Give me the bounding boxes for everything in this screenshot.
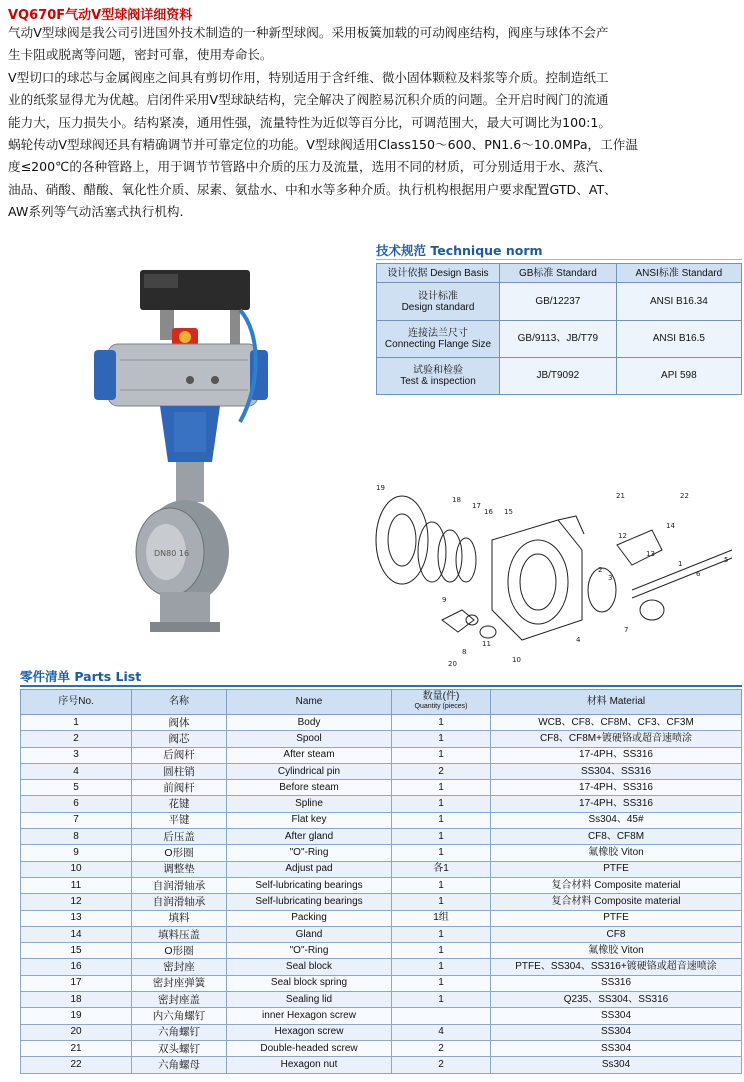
- table-row: 11 自润滑轴承 Self-lubricating bearings 1 复合材料 Composite material: [21, 877, 742, 893]
- table-row: 15 O形圈 "O"-Ring 1 氟橡胶 Viton: [21, 943, 742, 959]
- technique-row-label: 连接法兰尺寸 Connecting Flange Size: [377, 320, 500, 357]
- callout-label: 11: [482, 640, 491, 648]
- intro-line: 能力大，压力损失小。结构紧凑，通用性强，流量特性为近似等百分比，可调范围大，最大可调比为100:1。: [8, 114, 612, 130]
- technique-ansi: ANSI B16.34: [616, 283, 741, 320]
- table-row: 4 圆柱销 Cylindrical pin 2 SS304、SS316: [21, 763, 742, 779]
- technique-ansi: ANSI B16.5: [616, 320, 741, 357]
- page-title: VQ670F气动V型球阀详细资料: [8, 8, 193, 23]
- col-header-qty: 数量(件) Quantity (pieces): [392, 690, 491, 715]
- intro-line: 蜗轮传动V型球阀还具有精确调节并可靠定位的功能。V型球阀适用Class150～600、PN1.6～10.0MPa，工作温: [8, 137, 638, 153]
- table-row: 17 密封座弹簧 Seal block spring 1 SS316: [21, 975, 742, 991]
- parts-table-body: [21, 715, 742, 1074]
- technique-row-label: 设计标准 Design standard: [377, 283, 500, 320]
- callout-label: 16: [484, 508, 493, 516]
- intro-line: V型切口的球芯与金属阀座之间具有剪切作用，特别适用于含纤维、微小固体颗粒及料浆等介质。控制造纸工: [8, 69, 609, 85]
- technique-header: 设计依据 Design Basis: [377, 264, 500, 283]
- parts-divider: [20, 685, 742, 687]
- col-header-no: 序号No.: [21, 690, 132, 715]
- callout-label: 10: [512, 656, 521, 664]
- table-row: 14 填料压盖 Gland 1 CF8: [21, 926, 742, 942]
- callout-label: 18: [452, 496, 461, 504]
- table-row: 22 六角螺母 Hexagon nut 2 Ss304: [21, 1057, 742, 1073]
- callout-label: 22: [680, 492, 689, 500]
- table-row: 6 花键 Spline 1 17-4PH、SS316: [21, 796, 742, 812]
- technique-gb: JB/T9092: [500, 357, 617, 394]
- valve-marking: DN80 16: [154, 549, 190, 558]
- table-row: 19 内六角螺钉 inner Hexagon screw SS304: [21, 1008, 742, 1024]
- callout-label: 13: [646, 550, 655, 558]
- table-row: 13 填料 Packing 1组 PTFE: [21, 910, 742, 926]
- intro-line: 业的纸浆显得尤为优越。启闭件采用V型球缺结构，完全解决了阀腔易沉积介质的问题。全开启时阀门的流通: [8, 92, 609, 108]
- parts-list-title: 零件清单 Parts List: [20, 669, 142, 684]
- technique-row-label: 试验和检验 Test & inspection: [377, 357, 500, 394]
- table-row: 20 六角螺钉 Hexagon screw 4 SS304: [21, 1024, 742, 1040]
- table-row: 1 阀体 Body 1 WCB、CF8、CF8M、CF3、CF3M: [21, 715, 742, 731]
- callout-label: 6: [696, 570, 701, 578]
- callout-label: 21: [616, 492, 625, 500]
- valve-product-image: [90, 262, 270, 662]
- table-row: 9 O形圈 "O"-Ring 1 氟橡胶 Viton: [21, 845, 742, 861]
- col-header-material: 材料 Material: [491, 690, 742, 715]
- table-row: 5 前阀杆 Before steam 1 17-4PH、SS316: [21, 780, 742, 796]
- technique-row: [377, 320, 742, 357]
- callout-label: 17: [472, 502, 481, 510]
- callout-label: 8: [462, 648, 467, 656]
- technique-gb: GB/9113、JB/T79: [500, 320, 617, 357]
- callout-label: 4: [576, 636, 581, 644]
- intro-line: 度≤200℃的各种管路上，用于调节节管路中介质的压力及流量，选用不同的材质，可分别适用于水、蒸汽、: [8, 159, 611, 175]
- table-row: 8 后压盖 After gland 1 CF8、CF8M: [21, 829, 742, 845]
- technique-gb: GB/12237: [500, 283, 617, 320]
- intro-line: 生卡阻或脱离等问题，密封可靠，使用寿命长。: [8, 47, 273, 63]
- parts-table: [20, 689, 742, 1074]
- table-row: 16 密封座 Seal block 1 PTFE、SS304、SS316+镀硬铬或超音速喷涂: [21, 959, 742, 975]
- technique-row: [377, 283, 742, 320]
- technique-ansi: API 598: [616, 357, 741, 394]
- exploded-diagram: [362, 470, 744, 670]
- technique-header: ANSI标准 Standard: [616, 264, 741, 283]
- callout-label: 2: [598, 566, 603, 574]
- callout-label: 15: [504, 508, 513, 516]
- callout-label: 19: [376, 484, 385, 492]
- intro-text: [8, 22, 744, 224]
- table-row: 3 后阀杆 After steam 1 17-4PH、SS316: [21, 747, 742, 763]
- col-header-cn: 名称: [132, 690, 227, 715]
- technique-row: [377, 357, 742, 394]
- callout-label: 1: [678, 560, 683, 568]
- table-row: 18 密封座盖 Sealing lid 1 Q235、SS304、SS316: [21, 992, 742, 1008]
- parts-header-row: [21, 690, 742, 715]
- technique-header: GB标准 Standard: [500, 264, 617, 283]
- table-row: 12 自润滑轴承 Self-lubricating bearings 1 复合材料 Composite material: [21, 894, 742, 910]
- callout-label: 20: [448, 660, 457, 668]
- callout-label: 9: [442, 596, 447, 604]
- technique-divider: [376, 259, 742, 260]
- technique-table: [376, 263, 742, 395]
- callout-label: 5: [724, 556, 729, 564]
- intro-line: 油品、硝酸、醋酸、氧化性介质、尿素、氨盐水、中和水等多种介质。执行机构根据用户要求配置GTD、AT、: [8, 181, 617, 197]
- table-row: 2 阀芯 Spool 1 CF8、CF8M+镀硬铬或超音速喷涂: [21, 731, 742, 747]
- callout-label: 14: [666, 522, 675, 530]
- callout-label: 3: [608, 574, 613, 582]
- callout-label: 7: [624, 626, 629, 634]
- col-header-en: Name: [227, 690, 392, 715]
- intro-line: AW系列等气动活塞式执行机构.: [8, 204, 184, 220]
- table-row: 21 双头螺钉 Double-headed screw 2 SS304: [21, 1040, 742, 1056]
- intro-line: 气动V型球阀是我公司引进国外技术制造的一种新型球阀。采用板簧加载的可动阀座结构，阀座与球体不会产: [8, 25, 609, 40]
- technique-title: 技术规范 Technique norm: [376, 243, 543, 258]
- technique-header-row: [377, 264, 742, 283]
- callout-label: 12: [618, 532, 627, 540]
- table-row: 7 平键 Flat key 1 Ss304、45#: [21, 812, 742, 828]
- table-row: 10 调整垫 Adjust pad 各1 PTFE: [21, 861, 742, 877]
